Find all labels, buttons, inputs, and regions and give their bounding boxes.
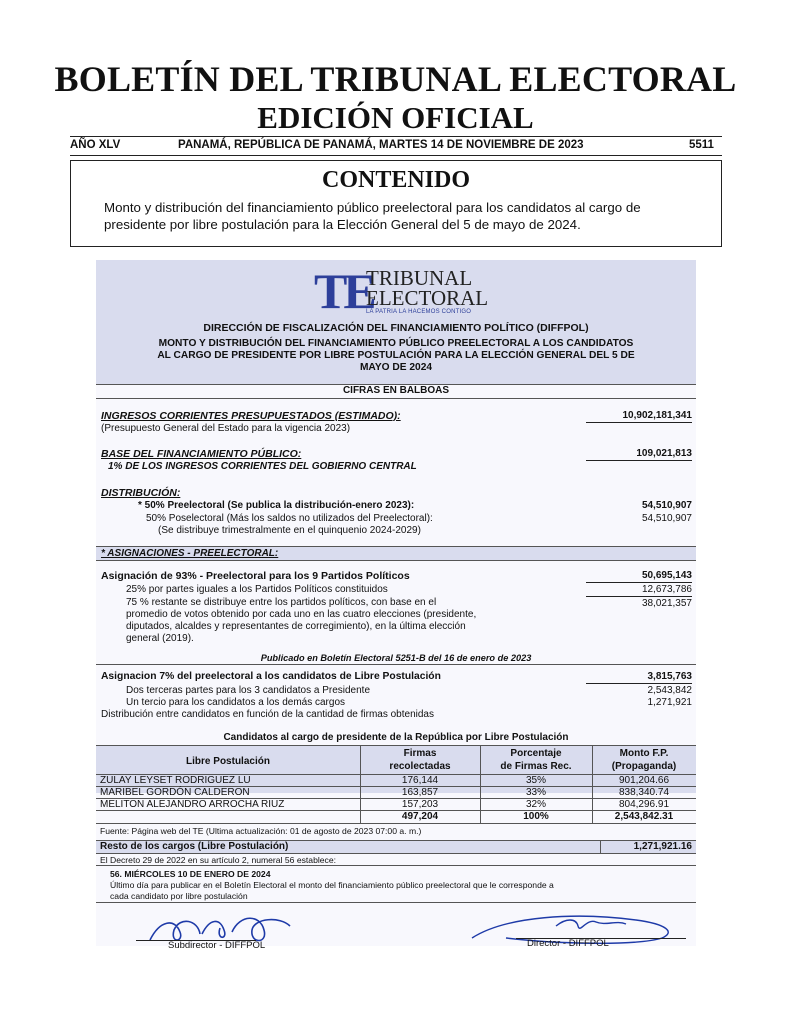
- preelectoral-value: 54,510,907: [641, 500, 692, 511]
- ingresos-note: (Presupuesto General del Estado para la vigencia 2023): [101, 423, 351, 434]
- table-row-1-monto: 901,204.66: [618, 775, 670, 786]
- ingresos-value: 10,902,181,341: [586, 410, 692, 423]
- table-row-3-firmas: 157,203: [401, 799, 439, 810]
- a93-line-2c: diputados, alcaldes y representantes de corregimiento), en la última elección: [126, 621, 466, 632]
- divider: [96, 664, 696, 665]
- a93-line-2a: 75 % restante se distribuye entre los partidos políticos, con base en el: [126, 597, 437, 608]
- decreto-text: El Decreto 29 de 2022 en su artículo 2, numeral 56 establece:: [100, 855, 336, 865]
- director-label: Director - DIFFPOL: [527, 938, 609, 949]
- table-total-monto: 2,543,842.31: [614, 811, 674, 822]
- table-caption: Candidatos al cargo de presidente de la República por Libre Postulación: [223, 732, 569, 743]
- divider: [96, 865, 696, 866]
- subdirector-label: Subdirector - DIFFPOL: [168, 940, 266, 951]
- te-logo-mark: TE: [314, 263, 373, 319]
- col-header-firmas-2: recolectadas: [389, 761, 451, 772]
- bulletin-number: 5511: [689, 139, 714, 151]
- table-source: Fuente: Página web del TE (Ultima actualización: 01 de agosto de 2023 07:00 a. m.): [100, 826, 422, 836]
- a93-line-2b: promedio de votos obtenido por cada uno en las cuatro elecciones (presidente,: [126, 609, 477, 620]
- col-header-firmas-1: Firmas: [403, 748, 437, 759]
- divider: [96, 902, 696, 903]
- poselectoral-value: 54,510,907: [641, 513, 692, 524]
- col-header-name: Libre Postulación: [186, 756, 270, 767]
- base-label: BASE DEL FINANCIAMIENTO PÚBLICO:: [101, 448, 302, 460]
- col-header-monto-1: Monto F.P.: [619, 748, 669, 759]
- contents-box: [70, 160, 722, 247]
- table-row-2-name: MARIBEL GORDÓN CALDERON: [100, 787, 250, 798]
- financing-document: [96, 260, 696, 951]
- edition-title: EDICIÓN OFICIAL: [257, 100, 534, 135]
- header-divider-top: [70, 136, 722, 137]
- table-row-1-name: ZULAY LEYSET RODRIGUEZ LU: [100, 775, 251, 786]
- decreto-item-text-1: Último día para publicar en el Boletín Electoral el monto del financiamiento público preelectoral que le corresponde a: [110, 880, 554, 890]
- heading-line-1: MONTO Y DISTRIBUCIÓN DEL FINANCIAMIENTO PÚBLICO PREELECTORAL A LOS CANDIDATOS: [158, 338, 634, 349]
- table-row-3-name: MELITON ALEJANDRO ARROCHA RIUZ: [100, 799, 285, 810]
- logo-word-electoral: ELECTORAL: [366, 286, 489, 310]
- a7-value-1: 2,543,842: [647, 685, 692, 696]
- base-value: 109,021,813: [586, 448, 692, 461]
- poselectoral-label: 50% Poselectoral (Más los saldos no utilizados del Preelectoral):: [146, 513, 433, 524]
- col-header-pct-2: de Firmas Rec.: [500, 761, 572, 772]
- heading-line-3: MAYO DE 2024: [359, 362, 433, 373]
- publication-note: Publicado en Boletín Electoral 5251-B del 16 de enero de 2023: [260, 653, 532, 663]
- a7-label: Asignacion 7% del preelectoral a los candidatos de Libre Postulación: [101, 671, 441, 682]
- header-divider-bottom: [70, 155, 722, 156]
- col-header-pct-1: Porcentaje: [510, 748, 562, 759]
- col-header-monto-2: (Propaganda): [611, 761, 677, 772]
- heading-line-2: AL CARGO DE PRESIDENTE POR LIBRE POSTULACIÓN PARA LA ELECCIÓN GENERAL DEL 5 DE: [157, 350, 635, 361]
- preelectoral-label: * 50% Preelectoral (Se publica la distribución-enero 2023):: [138, 500, 415, 511]
- year-label: AÑO XLV: [70, 139, 121, 151]
- a93-line-2d: general (2019).: [126, 633, 194, 644]
- base-note: 1% DE LOS INGRESOS CORRIENTES DEL GOBIERNO CENTRAL: [108, 461, 417, 472]
- logo-slogan: LA PATRIA LA HACEMOS CONTIGO: [366, 309, 472, 315]
- a93-value: 50,695,143: [586, 570, 692, 583]
- a7-line-3: Distribución entre candidatos en función de la cantidad de firmas obtenidas: [101, 709, 434, 720]
- contents-title: CONTENIDO: [321, 167, 471, 193]
- decreto-item-text-2: cada candidato por libre postulación: [110, 891, 248, 901]
- divider: [96, 546, 696, 547]
- table-row-2-monto: 838,340.74: [618, 787, 670, 798]
- decreto-item-title: 56. MIÉRCOLES 10 DE ENERO DE 2024: [110, 869, 271, 879]
- distribucion-label: DISTRIBUCIÓN:: [101, 487, 181, 499]
- resto-value: 1,271,921.16: [633, 841, 692, 852]
- divider: [96, 745, 696, 746]
- table-total-pct: 100%: [523, 811, 549, 822]
- ingresos-label: INGRESOS CORRIENTES PRESUPUESTADOS (ESTIMADO):: [101, 410, 401, 422]
- department-name: DIRECCIÓN DE FISCALIZACIÓN DEL FINANCIAMIENTO POLÍTICO (DIFFPOL): [203, 322, 589, 334]
- a7-line-2: Un tercio para los candidatos a los demás cargos: [126, 697, 346, 708]
- a7-value-2: 1,271,921: [647, 697, 692, 708]
- cifras-label: CIFRAS EN BALBOAS: [342, 385, 450, 396]
- table-row-3-pct: 32%: [525, 799, 546, 810]
- resto-label: Resto de los cargos (Libre Postulación): [100, 841, 289, 852]
- a93-line-1: 25% por partes iguales a los Partidos Políticos constituidos: [126, 584, 388, 595]
- table-row-1-pct: 35%: [525, 775, 546, 786]
- dateline: PANAMÁ, REPÚBLICA DE PANAMÁ, MARTES 14 DE NOVIEMBRE DE 2023: [178, 139, 584, 151]
- table-row-1-firmas: 176,144: [401, 775, 439, 786]
- a7-value: 3,815,763: [586, 671, 692, 684]
- table-row-2-pct: 33%: [525, 787, 546, 798]
- a7-line-1: Dos terceras partes para los 3 candidatos a Presidente: [126, 685, 371, 696]
- poselectoral-note: (Se distribuye trimestralmente en el quinquenio 2024-2029): [158, 525, 421, 536]
- divider: [96, 398, 696, 399]
- a93-value-1: 12,673,786: [586, 584, 692, 597]
- tribunal-electoral-logo: [314, 263, 489, 319]
- a93-label: Asignación de 93% - Preelectoral para los 9 Partidos Políticos: [101, 570, 410, 582]
- table-row-2-firmas: 163,857: [401, 787, 439, 798]
- asignaciones-label: * ASIGNACIONES - PREELECTORAL:: [101, 548, 279, 559]
- table-total-firmas: 497,204: [401, 811, 439, 822]
- bulletin-title: BOLETÍN DEL TRIBUNAL ELECTORAL: [54, 59, 737, 99]
- contents-text: Monto y distribución del financiamiento público preelectoral para los candidatos al cargo de presidente por libre postulación para la Elección General del 5 de mayo de 2024.: [104, 200, 641, 232]
- divider: [96, 560, 696, 561]
- a93-value-2: 38,021,357: [641, 598, 692, 609]
- divider: [96, 823, 696, 824]
- logo-word-tribunal: TRIBUNAL: [366, 266, 473, 290]
- table-row-3-monto: 804,296.91: [618, 799, 670, 810]
